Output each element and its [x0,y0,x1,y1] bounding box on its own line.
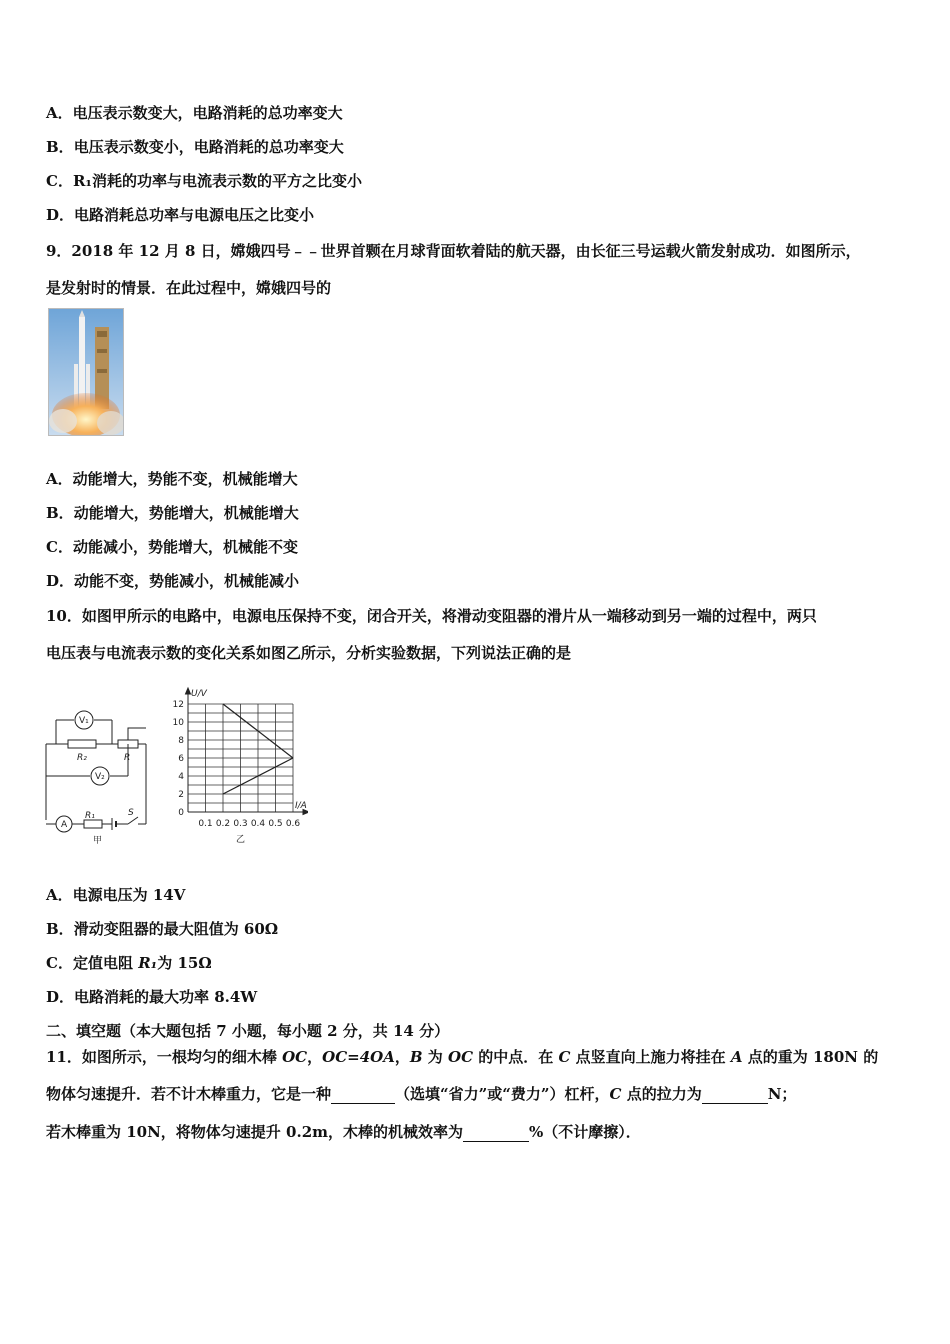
answer-blank-1[interactable] [331,1085,395,1104]
q9-option-a: A．动能增大，势能不变，机械能增大 [46,470,298,488]
rocket-launch-photo [48,308,124,436]
y-tick-label: 2 [178,790,184,800]
q8-option-d: D．电路消耗总功率与电源电压之比变小 [46,206,315,224]
q9-option-b: B．动能增大，势能增大，机械能增大 [46,504,299,522]
y-axis-label: U/V [191,689,207,699]
y-tick-label: 8 [178,736,184,746]
iu-graph [158,684,308,850]
x-tick-label: 0.2 [215,819,231,829]
q9-option-c: C．动能减小，势能增大，机械能不变 [46,538,298,556]
label-v2: V₂ [95,772,105,782]
x-axis-label: I/A [295,801,307,811]
label-a: A [61,820,68,830]
q8-option-c: C．R₁消耗的功率与电流表示数的平方之比变小 [46,172,362,190]
origin-label: 0 [178,808,184,818]
q11-line2: 物体匀速提升．若不计木棒重力，它是一种 （选填“省力”或“费力”）杠杆，C 点的拉力为 N； [46,1085,797,1103]
q9-stem-line1: 9．2018 年 12 月 8 日，嫦娥四号﹣﹣世界首颗在月球背面软着陆的航天器，由长征三号运载火箭发射成功．如图所示， [46,242,861,260]
q8-option-a: A．电压表示数变大，电路消耗的总功率变大 [46,104,343,122]
label-v1: V₁ [79,716,89,726]
circuit-diagram [40,700,160,850]
x-tick-label: 0.5 [268,819,283,829]
circuit-caption: 甲 [93,836,103,846]
q9-option-d: D．动能不变，势能减小，机械能减小 [46,572,300,590]
label-s: S [128,808,134,818]
x-tick-label: 0.4 [250,819,266,829]
q10-option-c: C．定值电阻 R₁为 15Ω [46,954,212,972]
q11-line1: 11．如图所示，一根均匀的细木棒 OC，OC=4OA，B 为 OC 的中点．在 C 点竖直向上施力将挂在 A 点的重为 180N 的 [46,1048,879,1066]
q11-line3: 若木棒重为 10N，将物体匀速提升 0.2m，木棒的机械效率为 %（不计摩擦）． [46,1123,641,1141]
section-title: 二、填空题（本大题包括 7 小题，每小题 2 分，共 14 分） [46,1022,450,1040]
x-tick-label: 0.1 [198,819,213,829]
answer-blank-2[interactable] [702,1085,768,1104]
label-r: R [124,753,131,763]
q10-option-b: B．滑动变阻器的最大阻值为 60Ω [46,920,279,938]
x-tick-label: 0.6 [285,819,301,829]
label-r1: R₁ [85,811,95,821]
answer-blank-3[interactable] [463,1123,529,1142]
q10-stem-line2: 电压表与电流表示数的变化关系如图乙所示，分析实验数据，下列说法正确的是 [46,644,572,662]
y-tick-label: 6 [178,754,184,764]
q10-option-a: A．电源电压为 14V [46,886,186,904]
graph-caption: 乙 [235,835,246,845]
q10-stem-line1: 10．如图甲所示的电路中，电源电压保持不变，闭合开关，将滑动变阻器的滑片从一端移动到另一端的过程中，两只 [46,607,817,625]
y-tick-label: 4 [178,772,184,782]
q10-option-d: D．电路消耗的最大功率 8.4W [46,988,258,1006]
x-tick-label: 0.3 [233,819,248,829]
label-r2: R₂ [77,753,87,763]
q8-option-b: B．电压表示数变小，电路消耗的总功率变大 [46,138,344,156]
y-tick-label: 10 [172,718,184,728]
q9-stem-line2: 是发射时的情景．在此过程中，嫦娥四号的 [46,279,332,297]
y-tick-label: 12 [172,700,184,710]
